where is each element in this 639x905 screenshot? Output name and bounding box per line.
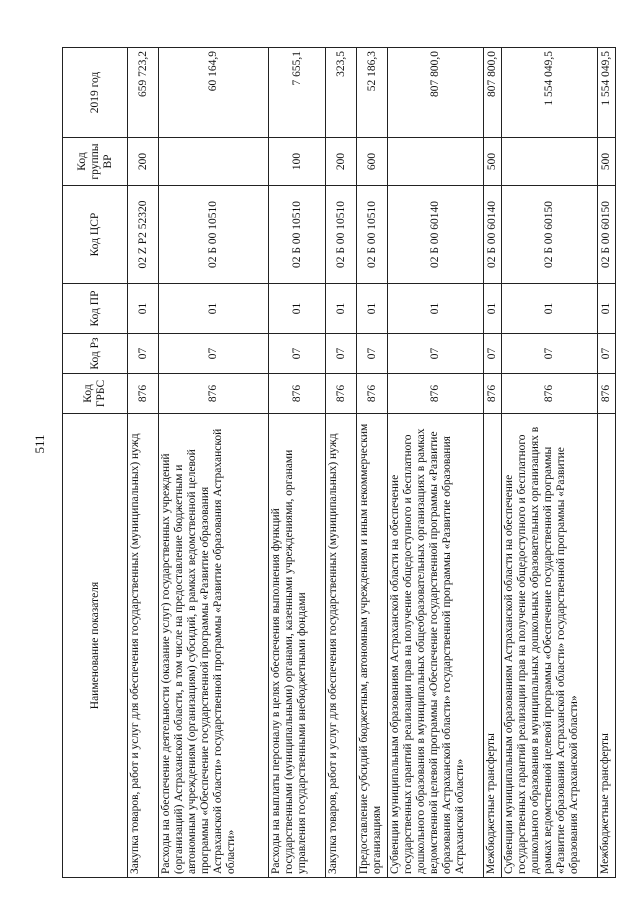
table-row [502, 48, 598, 878]
row-amount: 659 723,2 [128, 48, 159, 138]
row-pr: 01 [326, 284, 357, 334]
row-grbs: 876 [484, 374, 502, 414]
table-row [357, 48, 388, 878]
row-amount: 807 800,0 [388, 48, 484, 138]
row-csr: 02 Б 00 10510 [326, 186, 357, 284]
row-grbs: 876 [357, 374, 388, 414]
row-rz: 07 [269, 334, 326, 374]
row-vr: 600 [357, 138, 388, 186]
row-csr: 02 Z P2 52320 [128, 186, 159, 284]
row-vr: 200 [128, 138, 159, 186]
row-amount: 60 164,9 [159, 48, 269, 138]
row-vr [159, 138, 269, 186]
row-name: Субвенции муниципальным образованиям Астраханской области на обеспечение государственных гарантий реализации прав на получение общедоступного и бесплатного дошкольного образования в муниципальных дошкольных образовательных организациях в рамках ведомственной целевой программы «Обеспечение государственной программы «Развитие образования Астраханской области» государственной программы «Развитие образования Астраханской области» [502, 414, 598, 878]
row-vr: 200 [326, 138, 357, 186]
row-csr: 02 Б 00 10510 [159, 186, 269, 284]
row-pr: 01 [128, 284, 159, 334]
row-vr: 500 [484, 138, 502, 186]
row-rz: 07 [326, 334, 357, 374]
row-name: Расходы на выплаты персоналу в целях обеспечения выполнения функций государственными (муниципальными) органами, казенными учреждениями, органами управления государственными внебюджетными фондами [269, 414, 326, 878]
row-pr: 01 [484, 284, 502, 334]
table-row [269, 48, 326, 878]
row-vr: 500 [598, 138, 616, 186]
row-pr: 01 [269, 284, 326, 334]
row-rz: 07 [357, 334, 388, 374]
row-rz: 07 [128, 334, 159, 374]
row-vr: 100 [269, 138, 326, 186]
row-vr [502, 138, 598, 186]
row-grbs: 876 [598, 374, 616, 414]
row-pr: 01 [159, 284, 269, 334]
header-year: 2019 год [63, 48, 128, 138]
row-grbs: 876 [502, 374, 598, 414]
row-pr: 01 [388, 284, 484, 334]
row-name: Субвенции муниципальным образованиям Астраханской области на обеспечение государственных гарантий реализации прав на получение общедоступного и бесплатного дошкольного образования в муниципальных общеобразовательных организациях в рамках ведомственной целевой программы «Обеспечение государственной программы «Развитие образования Астраханской области» государственной программы «Развитие образования Астраханской области» [388, 414, 484, 878]
row-vr [388, 138, 484, 186]
header-rz: Код Рз [63, 334, 128, 374]
table-row [388, 48, 484, 878]
header-csr: Код ЦСР [63, 186, 128, 284]
page-number: 511 [32, 434, 47, 454]
row-csr: 02 Б 00 60140 [484, 186, 502, 284]
row-pr: 01 [502, 284, 598, 334]
row-grbs: 876 [326, 374, 357, 414]
row-name: Предоставление субсидий бюджетным, автономным учреждениям и иным некоммерческим организациям [357, 414, 388, 878]
table-row [128, 48, 159, 878]
row-amount: 52 186,3 [357, 48, 388, 138]
header-grbs: Код ГРБС [63, 374, 128, 414]
row-rz: 07 [598, 334, 616, 374]
row-name: Межбюджетные трансферты [598, 414, 616, 878]
row-pr: 01 [598, 284, 616, 334]
row-amount: 323,5 [326, 48, 357, 138]
table-row [484, 48, 502, 878]
row-amount: 7 655,1 [269, 48, 326, 138]
row-grbs: 876 [269, 374, 326, 414]
row-name: Закупка товаров, работ и услуг для обеспечения государственных (муниципальных) нужд [128, 414, 159, 878]
row-name: Закупка товаров, работ и услуг для обеспечения государственных (муниципальных) нужд [326, 414, 357, 878]
row-csr: 02 Б 00 60150 [598, 186, 616, 284]
table-header-row [63, 48, 128, 878]
row-grbs: 876 [388, 374, 484, 414]
header-vr: Код группы ВР [63, 138, 128, 186]
table-row [598, 48, 616, 878]
row-name: Межбюджетные трансферты [484, 414, 502, 878]
row-csr: 02 Б 00 10510 [357, 186, 388, 284]
row-csr: 02 Б 00 60140 [388, 186, 484, 284]
row-name: Расходы на обеспечение деятельности (оказание услуг) государственных учреждений (организаций) Астраханской области, в том числе на предоставление бюджетным и автономным учреждениям (организациям) субсидий, в рамках ведомственной целевой программы «Обеспечение государственной программы «Развитие образования Астраханской области» государственной программы «Развитие образования Астраханской области» [159, 414, 269, 878]
row-rz: 07 [502, 334, 598, 374]
budget-table [62, 47, 616, 878]
row-rz: 07 [484, 334, 502, 374]
row-amount: 807 800,0 [484, 48, 502, 138]
row-amount: 1 554 049,5 [598, 48, 616, 138]
table-row [159, 48, 269, 878]
row-pr: 01 [357, 284, 388, 334]
rotated-table-container [62, 48, 612, 878]
row-csr: 02 Б 00 60150 [502, 186, 598, 284]
row-rz: 07 [159, 334, 269, 374]
row-grbs: 876 [159, 374, 269, 414]
row-csr: 02 Б 00 10510 [269, 186, 326, 284]
header-name: Наименование показателя [63, 414, 128, 878]
row-amount: 1 554 049,5 [502, 48, 598, 138]
table-row [326, 48, 357, 878]
row-grbs: 876 [128, 374, 159, 414]
row-rz: 07 [388, 334, 484, 374]
header-pr: Код ПР [63, 284, 128, 334]
